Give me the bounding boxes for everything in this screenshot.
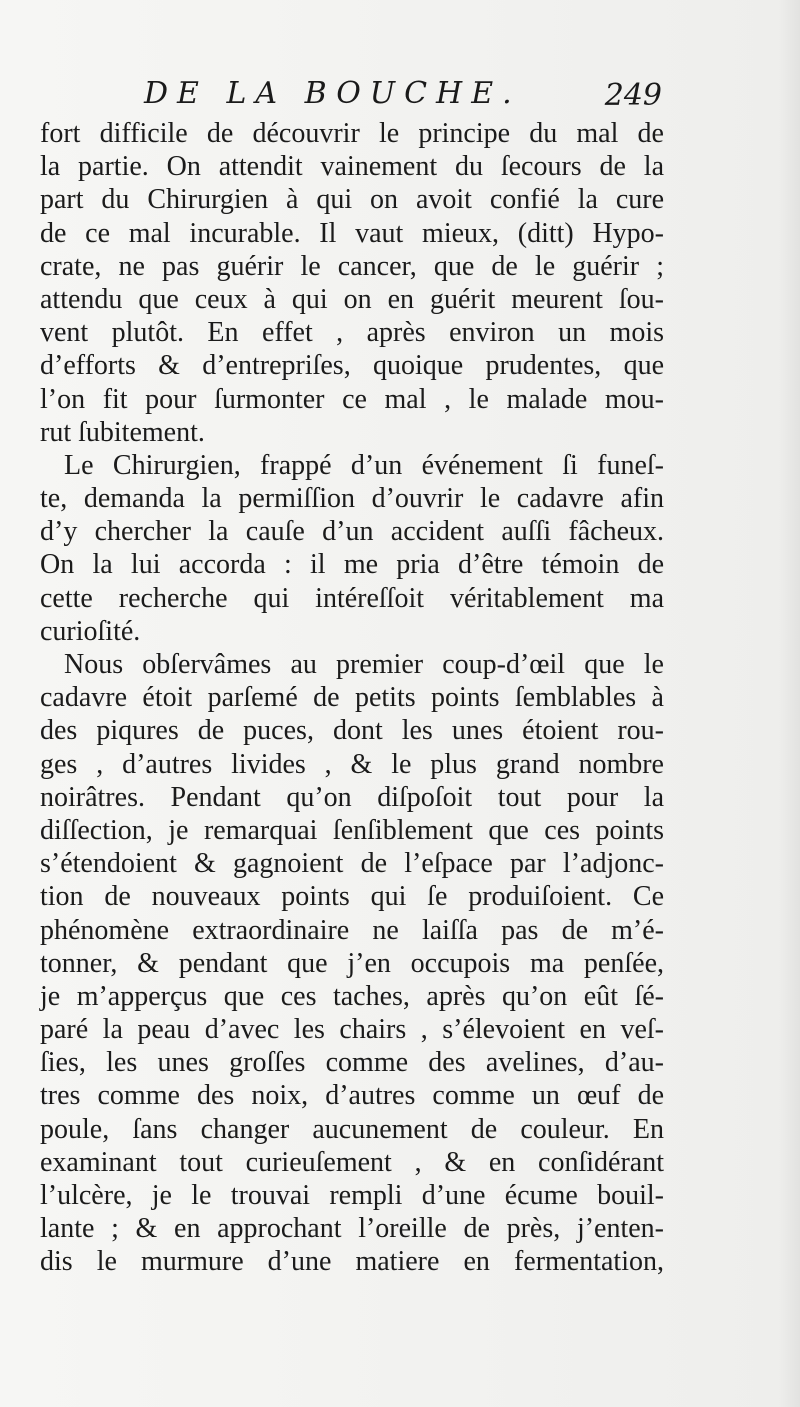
text-line: poule, ſans changer aucunement de couleur. En [40, 1113, 664, 1145]
text-line: noirâtres. Pendant qu’on diſpoſoit tout pour la [40, 781, 664, 813]
text-line: tonner, & pendant que j’en occupois ma penſée, [40, 947, 664, 979]
text-line: tion de nouveaux points qui ſe produiſoient. Ce [40, 881, 664, 913]
text-line: curioſité. [40, 615, 141, 647]
text-line: diſſection, je remarquai ſenſiblement que ces points [40, 814, 664, 846]
text-line: lante ; & en approchant l’oreille de près, j’enten- [40, 1213, 664, 1245]
paragraph [40, 449, 664, 648]
text-line: cette recherche qui intéreſſoit véritablement ma [40, 582, 664, 614]
text-line: crate, ne pas guérir le cancer, que de le guérir ; [40, 250, 664, 282]
paragraph [40, 648, 664, 1279]
text-line: ſies, les unes groſſes comme des avelines, d’au- [40, 1047, 664, 1079]
text-line: d’efforts & d’entrepriſes, quoique prudentes, que [40, 350, 664, 382]
text-line: paré la peau d’avec les chairs , s’élevoient en veſ- [40, 1014, 664, 1046]
text-line: attendu que ceux à qui on en guérit meurent ſou- [40, 283, 664, 315]
text-line: Nous obſervâmes au premier coup-d’œil que le [64, 649, 664, 680]
text-line: vent plutôt. En effet , après environ un mois [40, 317, 664, 349]
text-line: tres comme des noix, d’autres comme un œuf de [40, 1080, 664, 1112]
running-head: DE LA BOUCHE. [144, 76, 521, 111]
text-line: Le Chirurgien, frappé d’un événement ſi funeſ- [64, 449, 664, 481]
text-line: cadavre étoit parſemé de petits points ſemblables à [40, 682, 664, 714]
text-line: te, demanda la permiſſion d’ouvrir le cadavre afin [40, 483, 664, 515]
text-line: rut ſubitement. [40, 416, 205, 448]
text-line: l’ulcère, je le trouvai rempli d’une écume bouil- [40, 1180, 664, 1211]
text-line: de ce mal incurable. Il vaut mieux, (ditt) Hypo- [40, 217, 664, 249]
text-line: part du Chirurgien à qui on avoit confié la cure [40, 184, 664, 216]
paragraph [40, 117, 664, 449]
text-line: je m’apperçus que ces taches, après qu’on eût ſé- [40, 980, 664, 1012]
text-line: phénomène extraordinaire ne laiſſa pas de m’é- [40, 914, 664, 946]
text-line: fort difficile de découvrir le principe du mal de [40, 118, 664, 149]
text-line: des piqures de puces, dont les unes étoient rou- [40, 715, 664, 747]
text-line: ges , d’autres livides , & le plus grand nombre [40, 748, 664, 780]
text-line: dis le murmure d’une matiere en fermentation, [40, 1246, 664, 1278]
page-header [144, 74, 662, 114]
text-line: s’étendoient & gagnoient de l’eſpace par l’adjonc- [40, 848, 664, 880]
page-edge-shadow [778, 0, 800, 1407]
page-number: 249 [604, 78, 662, 113]
text-line: d’y chercher la cauſe d’un accident auſſi fâcheux. [40, 516, 664, 548]
text-line: examinant tout curieuſement , & en conſidérant [40, 1146, 664, 1178]
text-line: l’on fit pour ſurmonter ce mal , le malade mou- [40, 383, 664, 415]
text-line: la partie. On attendit vainement du ſecours de la [40, 151, 664, 183]
body-text [40, 117, 664, 1279]
text-line: On la lui accorda : il me pria d’être témoin de [40, 549, 664, 581]
